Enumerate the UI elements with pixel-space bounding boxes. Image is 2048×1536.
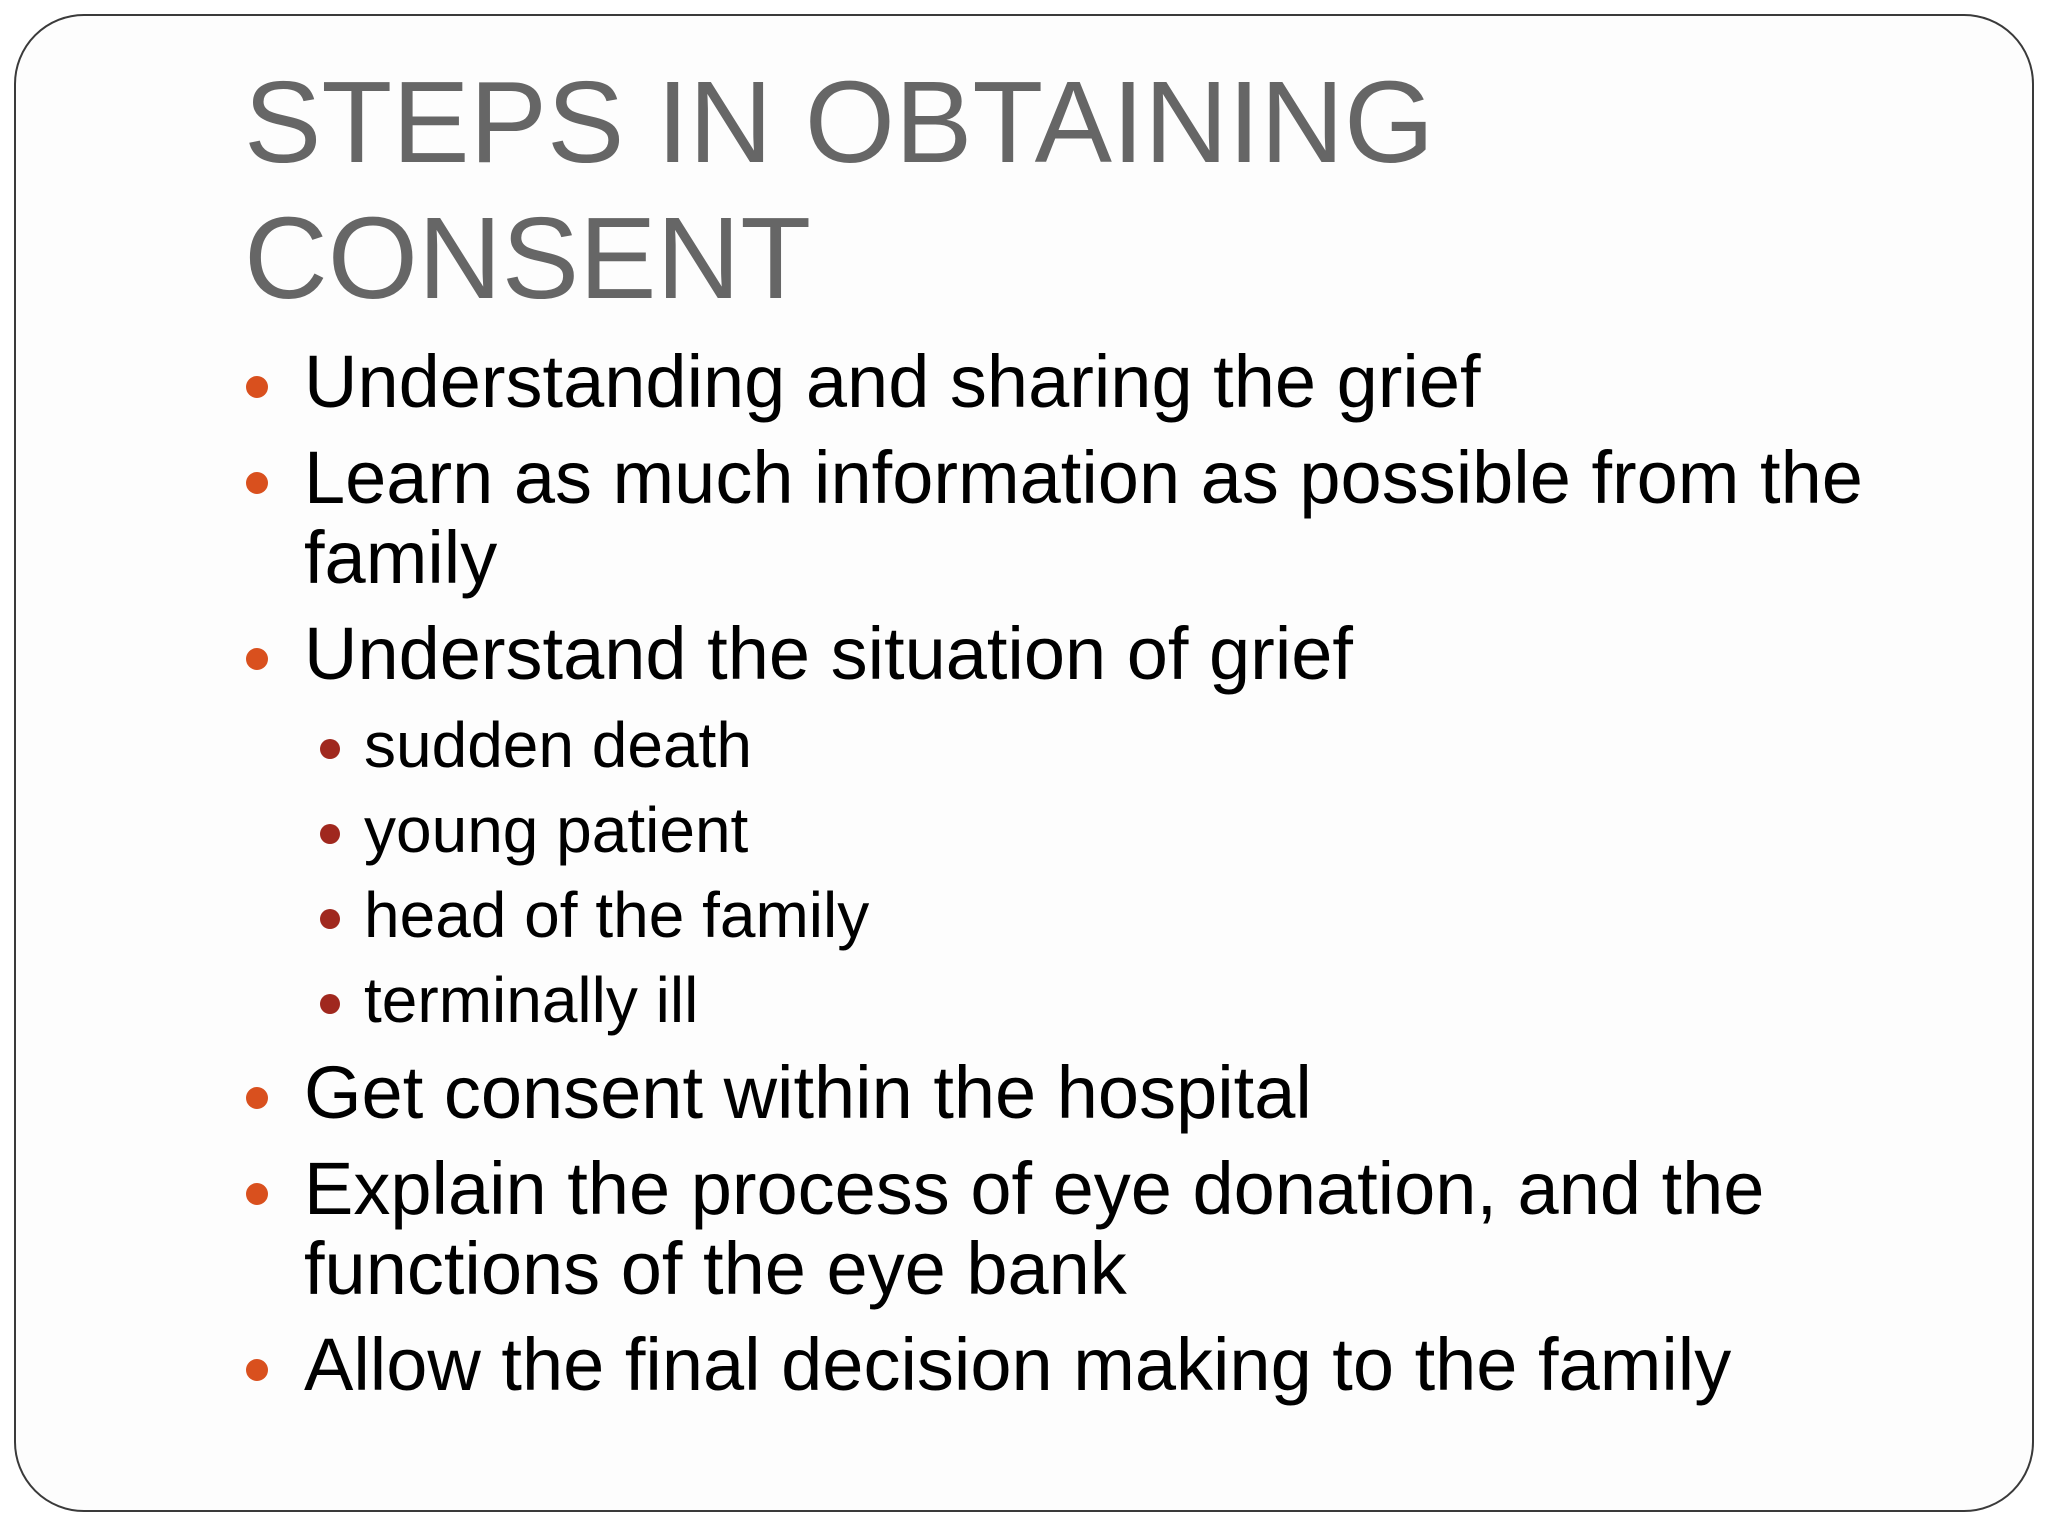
slide-frame bbox=[14, 14, 2034, 1512]
bullet-item bbox=[244, 438, 1884, 598]
sub-bullet-item bbox=[244, 880, 1884, 950]
bullet-item bbox=[244, 614, 1884, 694]
bullet-text: Understanding and sharing the grief bbox=[304, 340, 1481, 423]
bullet-text: Explain the process of eye donation, and the functions of the eye bank bbox=[304, 1147, 1765, 1310]
bullet-item bbox=[244, 342, 1884, 422]
sub-bullet-dot-icon bbox=[320, 909, 340, 929]
sub-bullet-item bbox=[244, 965, 1884, 1035]
bullet-text: Allow the final decision making to the family bbox=[304, 1323, 1732, 1406]
sub-bullet-text: terminally ill bbox=[364, 964, 699, 1036]
bullet-dot-icon bbox=[246, 376, 268, 398]
bullet-text: Learn as much information as possible from the family bbox=[304, 436, 1863, 599]
bullet-item bbox=[244, 1053, 1884, 1133]
sub-bullet-item bbox=[244, 795, 1884, 865]
bullet-text: Understand the situation of grief bbox=[304, 612, 1353, 695]
slide-title: STEPS IN OBTAINING CONSENT bbox=[244, 57, 1435, 323]
bullet-dot-icon bbox=[246, 472, 268, 494]
bullet-dot-icon bbox=[246, 1087, 268, 1109]
sub-bullet-dot-icon bbox=[320, 739, 340, 759]
bullet-text: Get consent within the hospital bbox=[304, 1051, 1312, 1134]
bullet-item bbox=[244, 1149, 1884, 1309]
bullet-dot-icon bbox=[246, 648, 268, 670]
sub-bullet-text: young patient bbox=[364, 794, 749, 866]
bullet-dot-icon bbox=[246, 1183, 268, 1205]
sub-bullet-dot-icon bbox=[320, 824, 340, 844]
sub-bullet-text: head of the family bbox=[364, 879, 870, 951]
sub-bullet-text: sudden death bbox=[364, 709, 752, 781]
bullet-item bbox=[244, 1325, 1884, 1405]
sub-bullet-item bbox=[244, 710, 1884, 780]
bullet-list bbox=[244, 342, 1884, 1421]
bullet-dot-icon bbox=[246, 1359, 268, 1381]
sub-bullet-dot-icon bbox=[320, 994, 340, 1014]
